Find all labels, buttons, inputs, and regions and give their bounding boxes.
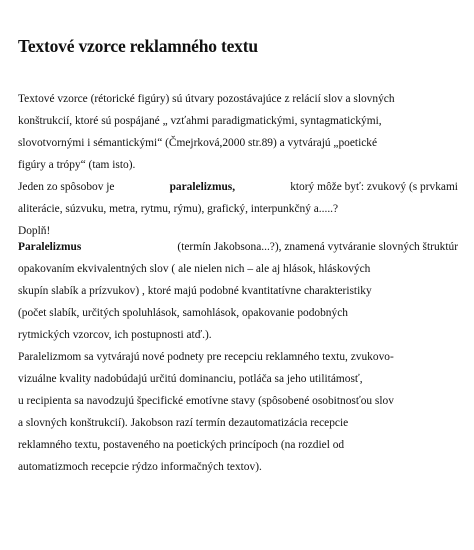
section-paralelism [18,236,458,478]
text-fragment: Jeden zo spôsobov je [18,181,115,193]
text-line: vizuálne kvality nadobúdajú určitú dominanciu, potláča sa jeho utilitámosť, [18,373,363,385]
paralelism-heading-term: Paralelizmus [18,241,82,253]
text-line: automatizmoch recepcie rýdzo informačných textov). [18,461,262,473]
text-line: rytmických vzorcov, ich postupnosti atď.). [18,329,212,341]
text-line: reklamného textu, postaveného na poetických princípoch (na rozdiel od [18,439,345,451]
section-text-patterns [18,88,458,242]
text-line: Textové vzorce (rétorické figúry) sú útvary pozostávajúce z relácií slov a slovných [18,93,395,105]
text-line: figúry a trópy“ (tam isto). [18,159,136,171]
text-fragment: (termín Jakobsona...?), znamená vytváranie slovných štruktúr [177,241,458,253]
text-line: skupín slabík a prízvukov) , ktoré majú podobné kvantitatívne charakteristiky [18,285,372,297]
fill-in-prompt: Doplň! [18,225,51,237]
document-title: Textové vzorce reklamného textu [18,36,258,56]
text-line: Paralelizmom sa vytvárajú nové podnety pre recepciu reklamného textu, zvukovo- [18,351,394,363]
text-line: a slovných konštrukcií). Jakobson razí termín dezautomatizácia recepcie [18,417,349,429]
paralelism-definition-line [18,236,458,258]
paralelism-intro-line [18,176,458,198]
paralelism-term: paralelizmus, [169,181,236,193]
text-line: (počet slabík, určitých spoluhlások, samohlások, opakovanie podobných [18,307,348,319]
text-line: aliterácie, súzvuku, metra, rytmu, rýmu), grafický, interpunkčný a.....? [18,203,339,215]
text-line: u recipienta sa navodzujú špecifické emotívne stavy (spôsobené osobitnosťou slov [18,395,394,407]
text-fragment: ktorý môže byť: zvukový (s prvkami [290,181,458,193]
text-line: opakovaním ekvivalentných slov ( ale nielen nich – ale aj hlások, hláskových [18,263,371,275]
text-line: slovotvornými i sémantickými“ (Čmejrková,2000 str.89) a vytvárajú „poetické [18,137,378,149]
text-line: konštrukcií, ktoré sú pospájané „ vzťahmi paradigmatickými, syntagmatickými, [18,115,382,127]
